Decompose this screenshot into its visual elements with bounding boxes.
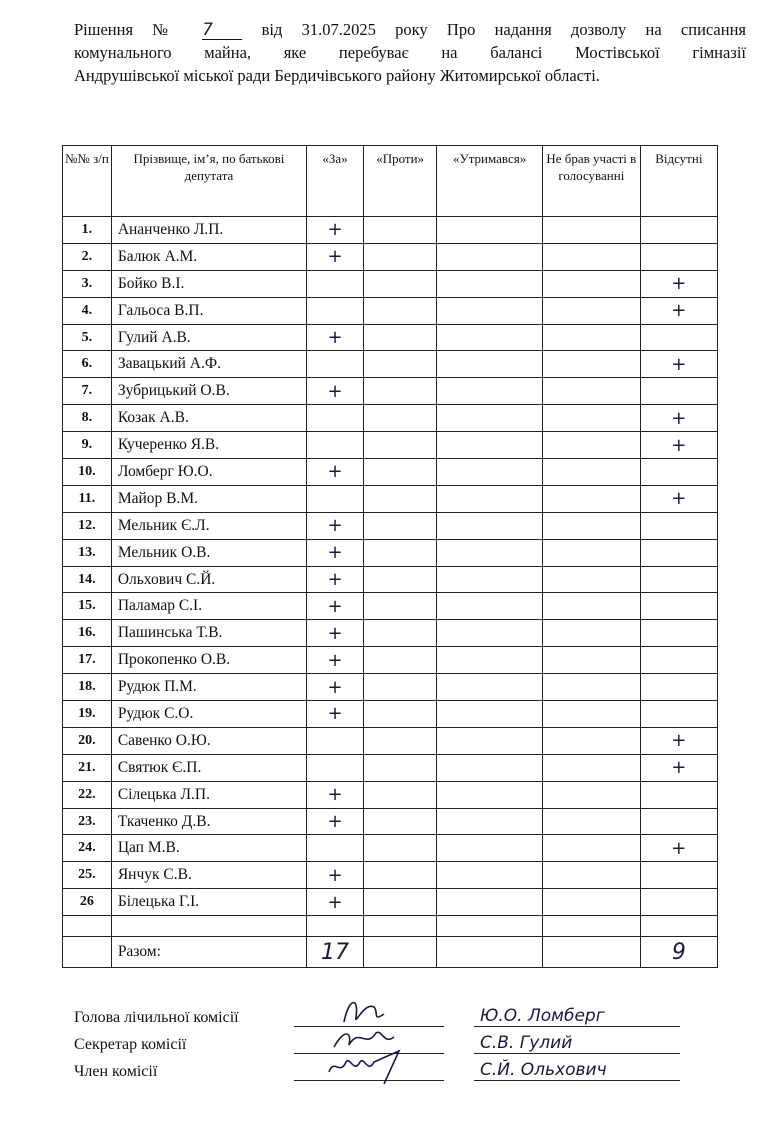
vote-not-voted-mark	[543, 808, 641, 835]
vote-not-voted-mark	[543, 243, 641, 270]
vote-for-mark	[307, 405, 364, 432]
vote-not-voted-mark	[543, 459, 641, 486]
table-row	[63, 512, 718, 539]
deputy-name: Прокопенко О.В.	[111, 647, 306, 674]
vote-not-voted-mark	[543, 432, 641, 459]
vote-abstain-mark	[437, 647, 543, 674]
vote-abstain-mark	[437, 889, 543, 916]
deputy-name: Цап М.В.	[111, 835, 306, 862]
row-number: 7.	[63, 378, 112, 405]
signature-line	[294, 1060, 444, 1081]
col-header-name: Прізвище, ім’я, по батькові депутата	[111, 146, 306, 217]
table-row	[63, 217, 718, 244]
voting-table	[62, 145, 718, 968]
vote-not-voted-mark	[543, 270, 641, 297]
vote-against-mark	[364, 727, 437, 754]
vote-abstain-mark	[437, 620, 543, 647]
deputy-name: Завацький А.Ф.	[111, 351, 306, 378]
table-row	[63, 405, 718, 432]
vote-absent-mark	[640, 862, 717, 889]
vote-abstain-mark	[437, 378, 543, 405]
vote-against-mark	[364, 324, 437, 351]
vote-not-voted-mark	[543, 674, 641, 701]
vote-not-voted-mark	[543, 217, 641, 244]
table-row	[63, 351, 718, 378]
vote-absent-mark	[640, 781, 717, 808]
vote-against-mark	[364, 781, 437, 808]
vote-for-mark: +	[307, 674, 364, 701]
header-line-3: Андрушівської міської ради Бердичівського району Житомирської області.	[74, 66, 600, 85]
vote-abstain-mark	[437, 217, 543, 244]
vote-not-voted-mark	[543, 539, 641, 566]
vote-absent-mark	[640, 566, 717, 593]
vote-not-voted-mark	[543, 405, 641, 432]
vote-absent-mark	[640, 620, 717, 647]
vote-absent-mark: +	[640, 351, 717, 378]
row-number: 20.	[63, 727, 112, 754]
vote-against-mark	[364, 378, 437, 405]
vote-for-mark	[307, 485, 364, 512]
vote-abstain-mark	[437, 432, 543, 459]
total-absent: 9	[640, 937, 717, 968]
deputy-name: Гальоса В.П.	[111, 297, 306, 324]
deputy-name: Паламар С.І.	[111, 593, 306, 620]
vote-absent-mark	[640, 512, 717, 539]
decision-label: Рішення №	[74, 20, 184, 39]
table-row	[63, 754, 718, 781]
vote-not-voted-mark	[543, 620, 641, 647]
vote-against-mark	[364, 405, 437, 432]
row-number: 22.	[63, 781, 112, 808]
table-row	[63, 324, 718, 351]
header-line-1	[74, 18, 746, 41]
deputy-name: Зубрицький О.В.	[111, 378, 306, 405]
vote-not-voted-mark	[543, 701, 641, 728]
vote-for-mark: +	[307, 620, 364, 647]
header-line-2: комунального майна, яке перебуває на балансі Мостівської гімназії	[74, 43, 746, 62]
vote-for-mark: +	[307, 217, 364, 244]
table-row	[63, 297, 718, 324]
vote-against-mark	[364, 270, 437, 297]
vote-not-voted-mark	[543, 754, 641, 781]
vote-for-mark: +	[307, 539, 364, 566]
row-number: 6.	[63, 351, 112, 378]
decision-header	[74, 18, 746, 87]
row-number: 2.	[63, 243, 112, 270]
table-row	[63, 727, 718, 754]
col-header-absent: Відсутні	[640, 146, 717, 217]
row-number: 26	[63, 889, 112, 916]
vote-abstain-mark	[437, 459, 543, 486]
vote-for-mark: +	[307, 701, 364, 728]
table-row	[63, 243, 718, 270]
signature-block	[74, 1000, 714, 1081]
vote-against-mark	[364, 620, 437, 647]
vote-abstain-mark	[437, 512, 543, 539]
vote-for-mark: +	[307, 378, 364, 405]
row-number: 15.	[63, 593, 112, 620]
vote-abstain-mark	[437, 270, 543, 297]
vote-not-voted-mark	[543, 889, 641, 916]
vote-not-voted-mark	[543, 378, 641, 405]
vote-abstain-mark	[437, 754, 543, 781]
deputy-name: Майор В.М.	[111, 485, 306, 512]
vote-against-mark	[364, 754, 437, 781]
vote-abstain-mark	[437, 351, 543, 378]
vote-for-mark	[307, 297, 364, 324]
col-header-abstain: «Утримався»	[437, 146, 543, 217]
deputy-name: Ольхович С.Й.	[111, 566, 306, 593]
signature-row	[74, 1054, 714, 1081]
deputy-name: Рудюк С.О.	[111, 701, 306, 728]
row-number: 10.	[63, 459, 112, 486]
vote-for-mark: +	[307, 593, 364, 620]
vote-absent-mark	[640, 459, 717, 486]
vote-absent-mark	[640, 324, 717, 351]
vote-abstain-mark	[437, 727, 543, 754]
row-number: 9.	[63, 432, 112, 459]
row-number: 4.	[63, 297, 112, 324]
vote-absent-mark: +	[640, 835, 717, 862]
vote-against-mark	[364, 485, 437, 512]
vote-against-mark	[364, 432, 437, 459]
vote-not-voted-mark	[543, 485, 641, 512]
vote-not-voted-mark	[543, 647, 641, 674]
deputy-name: Ананченко Л.П.	[111, 217, 306, 244]
vote-absent-mark	[640, 593, 717, 620]
vote-not-voted-mark	[543, 351, 641, 378]
deputy-name: Кучеренко Я.В.	[111, 432, 306, 459]
vote-for-mark: +	[307, 808, 364, 835]
table-row	[63, 620, 718, 647]
row-number: 3.	[63, 270, 112, 297]
vote-absent-mark: +	[640, 297, 717, 324]
table-row	[63, 701, 718, 728]
vote-absent-mark	[640, 539, 717, 566]
row-number: 17.	[63, 647, 112, 674]
vote-for-mark	[307, 727, 364, 754]
vote-abstain-mark	[437, 539, 543, 566]
table-row	[63, 459, 718, 486]
total-for: 17	[307, 937, 364, 968]
vote-for-mark: +	[307, 512, 364, 539]
vote-for-mark: +	[307, 324, 364, 351]
table-row	[63, 432, 718, 459]
vote-against-mark	[364, 701, 437, 728]
vote-for-mark: +	[307, 566, 364, 593]
vote-absent-mark	[640, 378, 717, 405]
decision-number: 7	[202, 21, 242, 40]
row-number: 18.	[63, 674, 112, 701]
vote-abstain-mark	[437, 485, 543, 512]
handwritten-signature-icon	[304, 1046, 414, 1086]
signature-name: С.В. Гулий	[474, 1033, 680, 1054]
vote-absent-mark: +	[640, 754, 717, 781]
deputy-name: Козак А.В.	[111, 405, 306, 432]
row-number: 21.	[63, 754, 112, 781]
deputy-name: Рудюк П.М.	[111, 674, 306, 701]
vote-for-mark: +	[307, 243, 364, 270]
deputy-name: Мельник Є.Л.	[111, 512, 306, 539]
vote-abstain-mark	[437, 297, 543, 324]
vote-for-mark: +	[307, 862, 364, 889]
table-row	[63, 781, 718, 808]
vote-against-mark	[364, 674, 437, 701]
vote-not-voted-mark	[543, 297, 641, 324]
vote-against-mark	[364, 539, 437, 566]
table-row	[63, 378, 718, 405]
vote-against-mark	[364, 835, 437, 862]
vote-not-voted-mark	[543, 862, 641, 889]
vote-against-mark	[364, 647, 437, 674]
table-row	[63, 862, 718, 889]
col-header-against: «Проти»	[364, 146, 437, 217]
vote-against-mark	[364, 217, 437, 244]
row-number: 23.	[63, 808, 112, 835]
vote-abstain-mark	[437, 593, 543, 620]
vote-absent-mark	[640, 701, 717, 728]
vote-absent-mark	[640, 217, 717, 244]
col-header-for: «За»	[307, 146, 364, 217]
decision-date-subject: від 31.07.2025 року Про надання дозволу на списання	[261, 20, 747, 39]
deputy-name: Мельник О.В.	[111, 539, 306, 566]
table-row	[63, 539, 718, 566]
deputy-name: Ткаченко Д.В.	[111, 808, 306, 835]
vote-absent-mark	[640, 647, 717, 674]
signature-name: С.Й. Ольхович	[474, 1060, 680, 1081]
row-number: 24.	[63, 835, 112, 862]
vote-not-voted-mark	[543, 835, 641, 862]
row-number: 16.	[63, 620, 112, 647]
vote-abstain-mark	[437, 674, 543, 701]
vote-for-mark: +	[307, 889, 364, 916]
vote-for-mark	[307, 432, 364, 459]
signature-title: Член комісії	[74, 1063, 158, 1080]
vote-against-mark	[364, 889, 437, 916]
deputy-name: Святюк Є.П.	[111, 754, 306, 781]
vote-absent-mark: +	[640, 432, 717, 459]
table-row-blank	[63, 916, 718, 937]
vote-for-mark	[307, 754, 364, 781]
vote-not-voted-mark	[543, 512, 641, 539]
vote-absent-mark: +	[640, 270, 717, 297]
vote-against-mark	[364, 351, 437, 378]
signature-title: Секретар комісії	[74, 1036, 187, 1053]
signature-title: Голова лічильної комісії	[74, 1009, 239, 1026]
row-number: 19.	[63, 701, 112, 728]
vote-absent-mark	[640, 889, 717, 916]
table-row	[63, 647, 718, 674]
deputy-name: Балюк А.М.	[111, 243, 306, 270]
vote-absent-mark	[640, 808, 717, 835]
vote-for-mark: +	[307, 781, 364, 808]
table-row	[63, 566, 718, 593]
table-row	[63, 593, 718, 620]
table-body	[63, 217, 718, 916]
table-row	[63, 485, 718, 512]
row-number: 25.	[63, 862, 112, 889]
deputy-name: Янчук С.В.	[111, 862, 306, 889]
deputy-name: Бойко В.І.	[111, 270, 306, 297]
row-number: 12.	[63, 512, 112, 539]
vote-against-mark	[364, 512, 437, 539]
vote-abstain-mark	[437, 324, 543, 351]
vote-not-voted-mark	[543, 593, 641, 620]
row-number: 8.	[63, 405, 112, 432]
vote-against-mark	[364, 566, 437, 593]
vote-for-mark: +	[307, 459, 364, 486]
vote-against-mark	[364, 862, 437, 889]
total-label: Разом:	[111, 937, 306, 968]
vote-abstain-mark	[437, 781, 543, 808]
vote-against-mark	[364, 243, 437, 270]
vote-abstain-mark	[437, 405, 543, 432]
table-row	[63, 889, 718, 916]
vote-for-mark	[307, 835, 364, 862]
vote-abstain-mark	[437, 243, 543, 270]
vote-abstain-mark	[437, 808, 543, 835]
table-header-row	[63, 146, 718, 217]
row-number: 5.	[63, 324, 112, 351]
vote-for-mark	[307, 270, 364, 297]
vote-abstain-mark	[437, 701, 543, 728]
table-row	[63, 835, 718, 862]
vote-absent-mark: +	[640, 485, 717, 512]
vote-not-voted-mark	[543, 324, 641, 351]
vote-absent-mark	[640, 674, 717, 701]
vote-not-voted-mark	[543, 781, 641, 808]
table-row	[63, 674, 718, 701]
vote-against-mark	[364, 297, 437, 324]
vote-absent-mark: +	[640, 727, 717, 754]
row-number: 1.	[63, 217, 112, 244]
row-number: 11.	[63, 485, 112, 512]
deputy-name: Білецька Г.І.	[111, 889, 306, 916]
deputy-name: Пашинська Т.В.	[111, 620, 306, 647]
vote-against-mark	[364, 593, 437, 620]
deputy-name: Савенко О.Ю.	[111, 727, 306, 754]
vote-abstain-mark	[437, 862, 543, 889]
vote-absent-mark	[640, 243, 717, 270]
vote-for-mark	[307, 351, 364, 378]
row-number: 13.	[63, 539, 112, 566]
deputy-name: Гулий А.В.	[111, 324, 306, 351]
vote-not-voted-mark	[543, 566, 641, 593]
row-number: 14.	[63, 566, 112, 593]
table-row-total	[63, 937, 718, 968]
vote-abstain-mark	[437, 566, 543, 593]
vote-for-mark: +	[307, 647, 364, 674]
deputy-name: Сілецька Л.П.	[111, 781, 306, 808]
vote-abstain-mark	[437, 835, 543, 862]
col-header-num: №№ з/п	[63, 146, 112, 217]
signature-name: Ю.О. Ломберг	[474, 1006, 680, 1027]
deputy-name: Ломберг Ю.О.	[111, 459, 306, 486]
vote-not-voted-mark	[543, 727, 641, 754]
col-header-not-voted: Не брав участі в голосуванні	[543, 146, 641, 217]
vote-absent-mark: +	[640, 405, 717, 432]
table-row	[63, 808, 718, 835]
table-row	[63, 270, 718, 297]
vote-against-mark	[364, 808, 437, 835]
vote-against-mark	[364, 459, 437, 486]
